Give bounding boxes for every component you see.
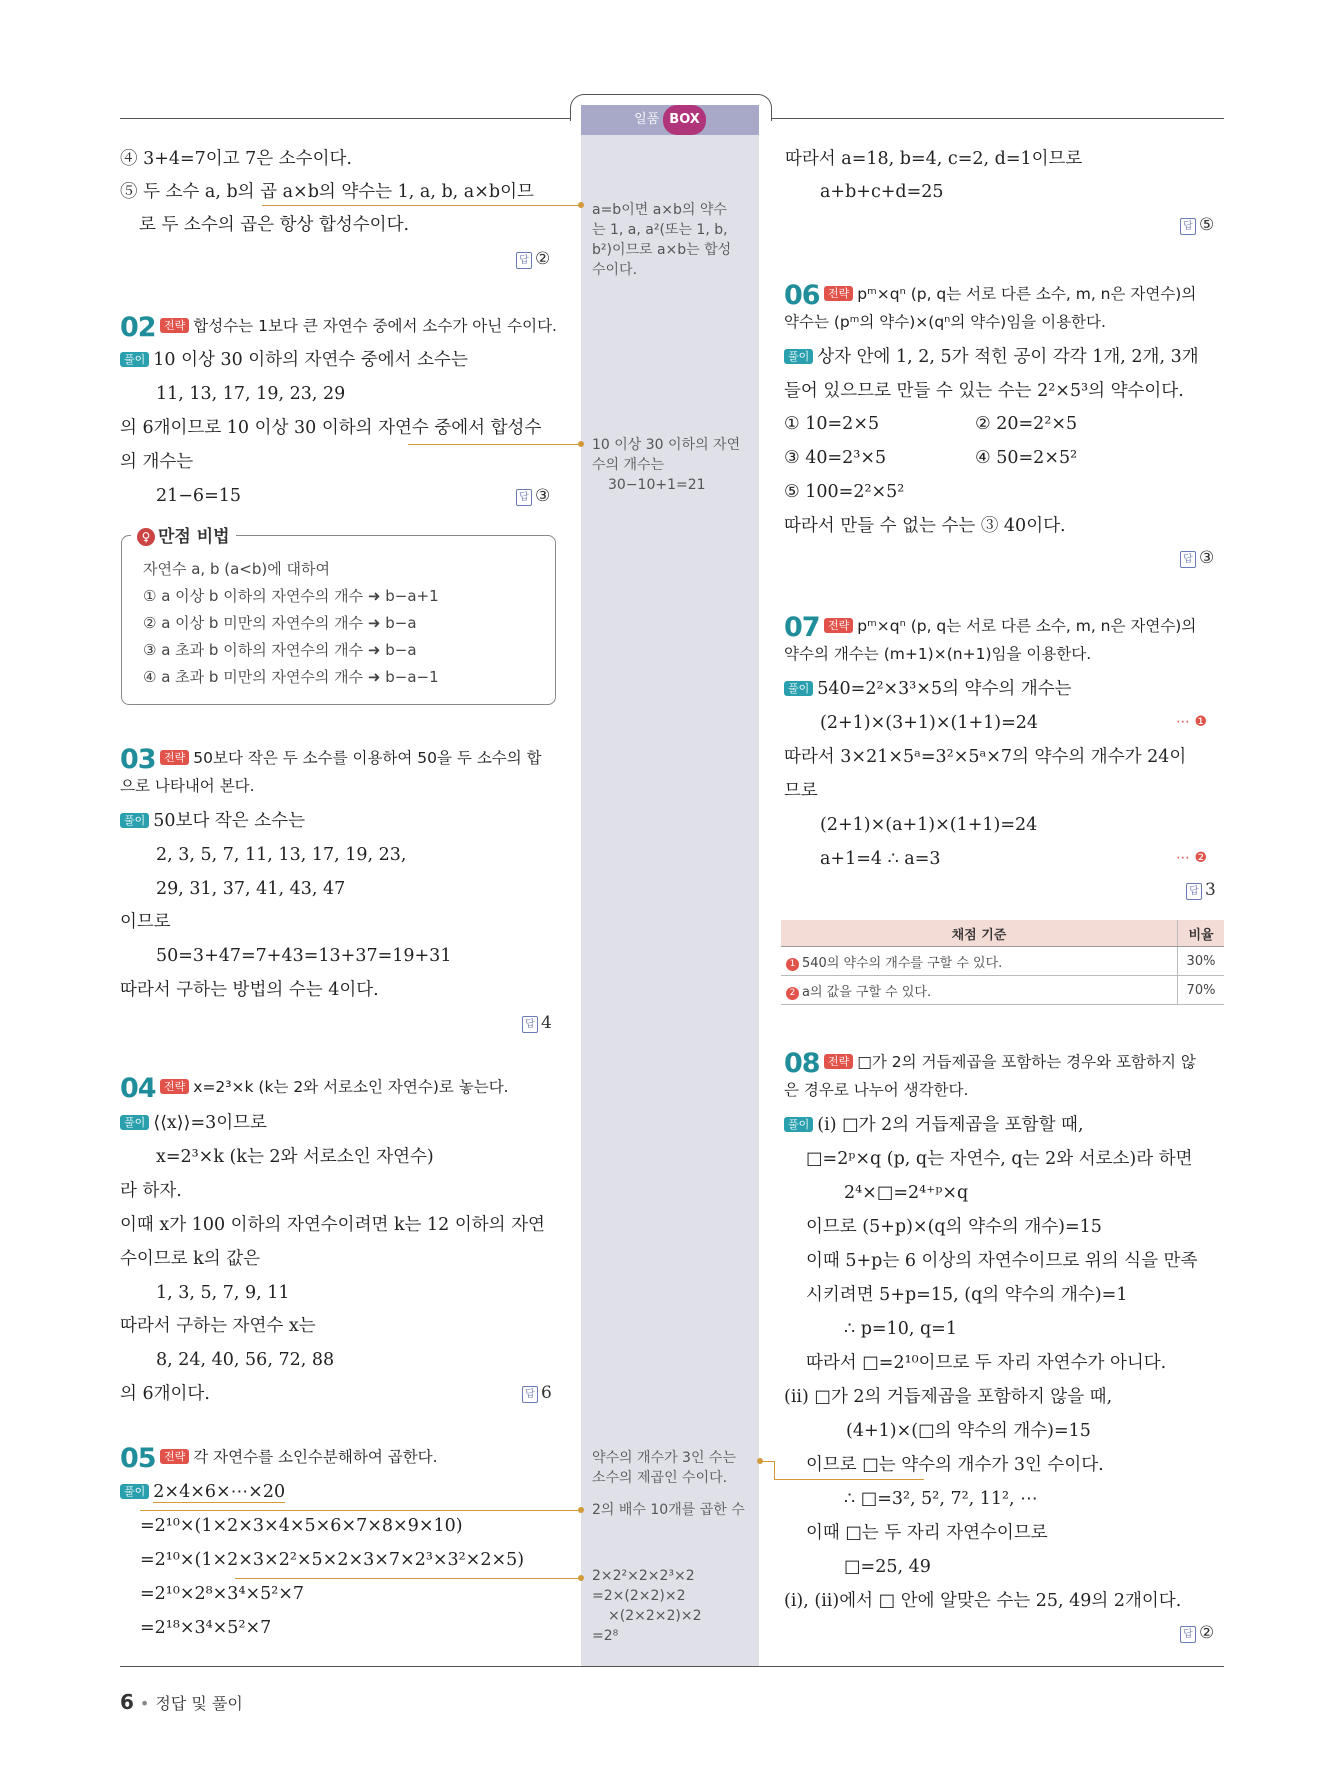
q04-line-4: 이때 x가 100 이하의 자연수이려면 k는 12 이하의 자연 (120, 1215, 545, 1235)
answer-q04 (522, 1383, 552, 1403)
q04-line-1-text: ⟨⟨x⟩⟩=3이므로 (153, 1113, 267, 1133)
answer-value: ③ (535, 486, 551, 506)
answer-icon: 답 (1186, 883, 1202, 900)
side-note-5-line: 2×2²×2×2³×2 (592, 1568, 695, 1584)
answer-q08 (1180, 1623, 1214, 1643)
table-row (781, 947, 1224, 976)
right-top-line-2: a+b+c+d=25 (820, 182, 944, 202)
strategy-tag: 전략 (824, 286, 853, 301)
side-note-2-line: 10 이상 30 이하의 자연 (592, 437, 741, 453)
q02-line-5: 21−6=15 (156, 486, 241, 506)
q03-line-5: 50=3+47=7+43=13+37=19+31 (156, 946, 452, 966)
question-number-07: 07 (784, 612, 820, 643)
q06-line-1-text: 상자 안에 1, 2, 5가 적힌 공이 각각 1개, 2개, 3개 (817, 347, 1199, 367)
side-box-column (581, 105, 759, 1667)
answer-q02 (516, 486, 550, 506)
answer-value: 3 (1205, 880, 1216, 900)
side-note-3-line: 약수의 개수가 3인 수는 (592, 1450, 736, 1466)
right-top-line-1: 따라서 a=18, b=4, c=2, d=1이므로 (785, 149, 1083, 169)
side-note-2-line: 수의 개수는 (592, 457, 665, 473)
strategy-text: □가 2의 거듭제곱을 포함하는 경우와 포함하지 않 (857, 1053, 1196, 1071)
q04-line-7: 따라서 구하는 자연수 x는 (120, 1316, 316, 1336)
q08-line-9: (ii) □가 2의 거듭제곱을 포함하지 않을 때, (784, 1387, 1113, 1407)
connector-line-4 (235, 1578, 582, 1580)
answer-icon: 답 (522, 1016, 538, 1033)
q05-line-1 (120, 1481, 285, 1503)
strategy-q08 (824, 1049, 1196, 1075)
side-note-4 (592, 1500, 745, 1520)
side-note-1-line: b²)이므로 a×b는 합성 (592, 242, 732, 258)
tip-title (131, 522, 236, 547)
side-note-3-line: 소수의 제곱인 수이다. (592, 1470, 728, 1486)
strategy-q06-cont: 약수는 (pᵐ의 약수)×(qⁿ의 약수)임을 이용한다. (784, 313, 1106, 331)
table-row (781, 976, 1224, 1005)
side-note-5-line: =2⁸ (592, 1628, 619, 1644)
connector-line-2 (408, 444, 582, 446)
connector-dot-4 (578, 1575, 584, 1581)
grading-table (781, 920, 1224, 1005)
q04-line-8: 8, 24, 40, 56, 72, 88 (156, 1350, 335, 1370)
answer-value: ② (1199, 1623, 1215, 1643)
bulb-icon: ♀ (137, 528, 155, 546)
strategy-q04 (160, 1074, 509, 1100)
q08-line-1 (784, 1114, 1084, 1136)
q05-line-5: =2¹⁸×3⁴×5²×7 (140, 1618, 272, 1638)
page-footer (120, 1690, 243, 1714)
strategy-q02 (160, 313, 557, 339)
left-top-line-2: ⑤ 두 소수 a, b의 곱 a×b의 약수는 1, a, b, a×b이므 (120, 182, 534, 202)
grading-ratio: 70% (1178, 976, 1225, 1005)
answer-value: 6 (541, 1383, 552, 1403)
answer-icon: 답 (1180, 218, 1196, 235)
q07-line-4: 므로 (784, 781, 818, 801)
side-note-2-line: 30−10+1=21 (608, 477, 706, 493)
choice-2: ② 20=2²×5 (975, 414, 1078, 434)
answer-value: 4 (541, 1013, 552, 1033)
q08-line-1-text: (i) □가 2의 거듭제곱을 포함할 때, (817, 1115, 1084, 1135)
q06-line-1 (784, 346, 1199, 368)
q05-line-4: =2¹⁰×2⁸×3⁴×5²×7 (140, 1584, 305, 1604)
answer-q06 (1180, 548, 1214, 568)
strategy-q07-cont: 약수의 개수는 (m+1)×(n+1)임을 이용한다. (784, 645, 1092, 663)
step-marker-2: ⋯ ❷ (1176, 850, 1208, 866)
q08-line-3: 2⁴×□=2⁴⁺ᵖ×q (844, 1183, 969, 1203)
q07-line-1 (784, 678, 1072, 700)
footer-dot: • (139, 1694, 150, 1713)
q08-line-6: 시키려면 5+p=15, (q의 약수의 개수)=1 (806, 1285, 1128, 1305)
answer-q05 (1180, 215, 1214, 235)
q08-line-5: 이때 5+p는 6 이상의 자연수이므로 위의 식을 만족 (806, 1251, 1198, 1271)
question-number-08: 08 (784, 1048, 820, 1079)
connector-line-3 (140, 1510, 582, 1512)
left-top-line-1: ④ 3+4=7이고 7은 소수이다. (120, 149, 352, 169)
q08-line-11: 이므로 □는 약수의 개수가 3인 수이다. (806, 1455, 1104, 1475)
step-badge: 1 (786, 958, 799, 971)
grading-ratio: 30% (1178, 947, 1225, 976)
side-note-3 (592, 1448, 736, 1488)
strategy-tag: 전략 (824, 1054, 853, 1069)
answer-icon: 답 (1180, 1626, 1196, 1643)
q08-line-10: (4+1)×(□의 약수의 개수)=15 (846, 1421, 1091, 1441)
q04-line-1 (120, 1112, 267, 1134)
strategy-q07 (824, 613, 1196, 639)
side-note-4-line: 2의 배수 10개를 곱한 수 (592, 1502, 745, 1518)
q08-line-15: (i), (ii)에서 □ 안에 알맞은 수는 25, 49의 2개이다. (784, 1591, 1182, 1611)
q03-line-2: 2, 3, 5, 7, 11, 13, 17, 19, 23, (156, 845, 407, 865)
connector-dot-5 (757, 1458, 763, 1464)
solution-tag: 풀이 (784, 1117, 813, 1132)
strategy-text: pᵐ×qⁿ (p, q는 서로 다른 소수, m, n은 자연수)의 (857, 285, 1197, 303)
strategy-q08-cont: 은 경우로 나누어 생각한다. (784, 1081, 969, 1099)
grading-criterion-text: 540의 약수의 개수를 구할 수 있다. (802, 955, 1003, 971)
grading-header-criterion: 채점 기준 (781, 920, 1178, 947)
q03-line-4: 이므로 (120, 912, 171, 932)
q04-line-9: 의 6개이다. (120, 1384, 210, 1404)
strategy-text: x=2³×k (k는 2와 서로소인 자연수)로 놓는다. (193, 1078, 509, 1096)
connector-line-1 (262, 205, 582, 207)
tip-line-1: 자연수 a, b (a<b)에 대하여 (143, 560, 330, 578)
q07-line-2: (2+1)×(3+1)×(1+1)=24 (820, 713, 1039, 733)
strategy-text: 각 자연수를 소인수분해하여 곱한다. (193, 1448, 438, 1466)
page-number: 6 (120, 1690, 134, 1714)
q03-line-6: 따라서 구하는 방법의 수는 4이다. (120, 980, 379, 1000)
solution-tag: 풀이 (120, 352, 149, 367)
q02-line-3: 의 6개이므로 10 이상 30 이하의 자연수 중에서 합성수 (120, 418, 542, 438)
choice-4: ④ 50=2×5² (975, 448, 1078, 468)
grading-header-row (781, 920, 1224, 947)
connector-dot-3 (578, 1507, 584, 1513)
solution-tag: 풀이 (784, 349, 813, 364)
q08-line-12: ∴ □=3², 5², 7², 11², ⋯ (844, 1489, 1038, 1509)
strategy-tag: 전략 (160, 318, 189, 333)
strategy-q03-cont: 으로 나타내어 본다. (120, 777, 255, 795)
side-note-5-line: =2×(2×2)×2 (592, 1588, 686, 1604)
q02-line-1 (120, 349, 468, 371)
solution-tag: 풀이 (784, 681, 813, 696)
q02-line-2: 11, 13, 17, 19, 23, 29 (156, 384, 346, 404)
solution-tag: 풀이 (120, 1115, 149, 1130)
grading-criterion-text: a의 값을 구할 수 있다. (802, 984, 932, 1000)
tip-line-3: ② a 이상 b 미만의 자연수의 개수 ➜ b−a (143, 614, 417, 632)
connector-line-5 (760, 1461, 775, 1480)
q05-line-2: =2¹⁰×(1×2×3×4×5×6×7×8×9×10) (140, 1516, 463, 1536)
q06-line-2: 들어 있으므로 만들 수 있는 수는 2²×5³의 약수이다. (784, 381, 1184, 401)
q08-line-7: ∴ p=10, q=1 (844, 1319, 957, 1339)
connector-dot-1 (578, 202, 584, 208)
side-note-1-line: a=b이면 a×b의 약수 (592, 202, 727, 218)
q06-conclusion: 따라서 만들 수 없는 수는 ③ 40이다. (784, 516, 1066, 536)
tip-line-5: ④ a 초과 b 미만의 자연수의 개수 ➜ b−a−1 (143, 668, 439, 686)
question-number-03: 03 (120, 744, 156, 775)
q08-line-2: □=2ᵖ×q (p, q는 자연수, q는 2와 서로소)라 하면 (806, 1149, 1193, 1169)
q04-line-3: 라 하자. (120, 1181, 182, 1201)
q02-line-4: 의 개수는 (120, 452, 194, 472)
box-header (581, 105, 759, 135)
answer-q07 (1186, 880, 1216, 900)
side-note-5-line: ×(2×2×2)×2 (608, 1608, 702, 1624)
footer-label: 정답 및 풀이 (155, 1694, 243, 1713)
box-header-pill: BOX (663, 105, 706, 135)
choice-1: ① 10=2×5 (784, 414, 880, 434)
step-marker-1: ⋯ ❶ (1176, 714, 1208, 730)
bottom-rule (120, 1666, 1224, 1667)
grading-criterion (781, 976, 1178, 1005)
strategy-q05 (160, 1444, 438, 1470)
q03-line-3: 29, 31, 37, 41, 43, 47 (156, 879, 346, 899)
q07-line-3: 따라서 3×21×5ᵃ=3²×5ᵃ×7의 약수의 개수가 24이 (784, 747, 1187, 767)
answer-icon: 답 (516, 252, 532, 269)
answer-q01 (516, 249, 550, 269)
q04-line-6: 1, 3, 5, 7, 9, 11 (156, 1283, 290, 1303)
q03-line-1 (120, 810, 305, 832)
strategy-q03 (160, 745, 542, 771)
q07-line-1-text: 540=2²×3³×5의 약수의 개수는 (817, 679, 1072, 699)
strategy-tag: 전략 (824, 618, 853, 633)
strategy-tag: 전략 (160, 1449, 189, 1464)
side-note-1-line: 수이다. (592, 262, 638, 278)
answer-icon: 답 (1180, 551, 1196, 568)
left-top-line-3: 로 두 소수의 곱은 항상 합성수이다. (139, 215, 410, 235)
q08-line-8: 따라서 □=2¹⁰이므로 두 자리 자연수가 아니다. (806, 1353, 1167, 1373)
question-number-02: 02 (120, 312, 156, 343)
connector-line-6 (774, 1479, 924, 1481)
answer-q03 (522, 1013, 552, 1033)
question-number-04: 04 (120, 1073, 156, 1104)
strategy-tag: 전략 (160, 1079, 189, 1094)
solution-tag: 풀이 (120, 1484, 149, 1499)
answer-value: ② (535, 249, 551, 269)
strategy-text: 50보다 작은 두 소수를 이용하여 50을 두 소수의 합 (193, 749, 542, 767)
q08-line-14: □=25, 49 (844, 1557, 931, 1577)
answer-icon: 답 (522, 1386, 538, 1403)
answer-value: ⑤ (1199, 215, 1215, 235)
q05-line-1-text: 2×4×6×⋯×20 (153, 1482, 286, 1502)
side-note-1 (592, 200, 731, 280)
tip-line-4: ③ a 초과 b 이하의 자연수의 개수 ➜ b−a (143, 641, 417, 659)
answer-icon: 답 (516, 489, 532, 506)
q07-line-6: a+1=4 ∴ a=3 (820, 849, 941, 869)
strategy-text: pᵐ×qⁿ (p, q는 서로 다른 소수, m, n은 자연수)의 (857, 617, 1197, 635)
choice-5: ⑤ 100=2²×5² (784, 482, 905, 502)
tip-line-2: ① a 이상 b 이하의 자연수의 개수 ➜ b−a+1 (143, 587, 439, 605)
grading-header-ratio: 비율 (1178, 920, 1225, 947)
answer-value: ③ (1199, 548, 1215, 568)
grading-criterion (781, 947, 1178, 976)
choice-3: ③ 40=2³×5 (784, 448, 887, 468)
question-number-06: 06 (784, 280, 820, 311)
q07-line-5: (2+1)×(a+1)×(1+1)=24 (820, 815, 1038, 835)
q05-line-3: =2¹⁰×(1×2×3×2²×5×2×3×7×2³×3²×2×5) (140, 1550, 525, 1570)
q02-line-1-text: 10 이상 30 이하의 자연수 중에서 소수는 (153, 350, 468, 370)
question-number-05: 05 (120, 1443, 156, 1474)
solution-tag: 풀이 (120, 813, 149, 828)
side-note-5 (592, 1566, 701, 1646)
q04-line-2: x=2³×k (k는 2와 서로소인 자연수) (156, 1147, 434, 1167)
strategy-text: 합성수는 1보다 큰 자연수 중에서 소수가 아닌 수이다. (193, 317, 557, 335)
tip-title-text: 만점 비법 (158, 527, 230, 547)
side-note-2 (592, 435, 740, 495)
q04-line-5: 수이므로 k의 값은 (120, 1249, 261, 1269)
q03-line-1-text: 50보다 작은 소수는 (153, 811, 305, 831)
side-note-1-line: 는 1, a, a²(또는 1, b, (592, 222, 728, 238)
strategy-q06 (824, 281, 1196, 307)
step-badge: 2 (786, 987, 799, 1000)
strategy-tag: 전략 (160, 750, 189, 765)
connector-dot-2 (578, 441, 584, 447)
q08-line-4: 이므로 (5+p)×(q의 약수의 개수)=15 (806, 1217, 1102, 1237)
box-header-label: 일품 (634, 112, 660, 127)
q08-line-13: 이때 □는 두 자리 자연수이므로 (806, 1523, 1048, 1543)
